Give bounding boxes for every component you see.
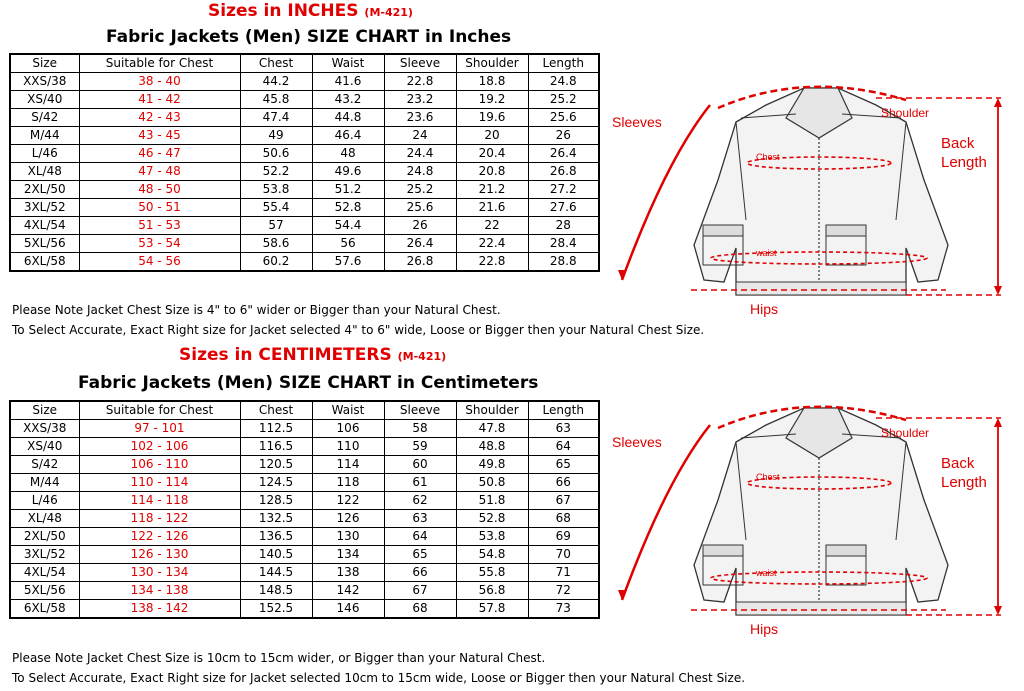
hips-label: Hips [750,621,779,637]
jacket-hem-band [736,602,906,615]
table-cell: 57.8 [456,600,528,619]
table-cell: M/44 [10,127,79,145]
table-cell: 130 - 134 [79,564,240,582]
table-cell: 5XL/56 [10,582,79,600]
table-cell: 55.4 [240,199,312,217]
table-row [10,235,599,253]
table-cell: 26.4 [528,145,599,163]
table-cell: 47.8 [456,420,528,438]
table-cell: 21.6 [456,199,528,217]
table-cell: 106 - 110 [79,456,240,474]
table-row [10,145,599,163]
header-shoulder: Shoulder [456,54,528,73]
table-cell: 25.6 [384,199,456,217]
table-cell: 26 [528,127,599,145]
table-cell: 26 [384,217,456,235]
table-cell: 146 [312,600,384,619]
table-cell: 62 [384,492,456,510]
table-cell: L/46 [10,145,79,163]
table-cell: 106 [312,420,384,438]
table-cell: 18.8 [456,73,528,91]
table-cell: 66 [528,474,599,492]
inches-size-table [9,53,600,272]
table-cell: 65 [528,456,599,474]
table-cell: 22.8 [384,73,456,91]
table-cell: 57 [240,217,312,235]
sleeves-label: Sleeves [612,114,662,130]
table-row [10,564,599,582]
jacket-right-pocket-flap [826,225,866,236]
length-label: Length [941,154,987,171]
table-cell: 38 - 40 [79,73,240,91]
inches-heading [208,1,413,21]
table-cell: 27.2 [528,181,599,199]
table-cell: 45.8 [240,91,312,109]
chest-label: Chest [756,152,780,162]
inches-code: (M-421) [364,6,413,19]
table-cell: 126 [312,510,384,528]
jacket-hem-band [736,282,906,295]
table-row [10,199,599,217]
table-cell: 25.6 [528,109,599,127]
table-cell: 53.8 [240,181,312,199]
table-cell: 52.2 [240,163,312,181]
table-cell: 114 [312,456,384,474]
table-cell: 70 [528,546,599,564]
chest-label: Chest [756,472,780,482]
table-cell: 42 - 43 [79,109,240,127]
table-cell: 3XL/52 [10,546,79,564]
table-header-row [10,401,599,420]
header-sleeve: Sleeve [384,54,456,73]
header-size: Size [10,54,79,73]
table-cell: 43.2 [312,91,384,109]
table-cell: 41 - 42 [79,91,240,109]
table-cell: 120.5 [240,456,312,474]
table-cell: S/42 [10,456,79,474]
jacket-left-pocket-flap [703,545,743,556]
table-cell: 118 - 122 [79,510,240,528]
table-cell: 44.8 [312,109,384,127]
table-cell: 6XL/58 [10,253,79,272]
table-cell: 41.6 [312,73,384,91]
table-cell: 43 - 45 [79,127,240,145]
header-size: Size [10,401,79,420]
table-cell: 142 [312,582,384,600]
table-cell: 116.5 [240,438,312,456]
table-cell: S/42 [10,109,79,127]
table-cell: 26.8 [528,163,599,181]
table-cell: 28.8 [528,253,599,272]
table-cell: 51.8 [456,492,528,510]
table-cell: 24 [384,127,456,145]
table-cell: 46.4 [312,127,384,145]
table-cell: 21.2 [456,181,528,199]
table-row [10,420,599,438]
jacket-right-pocket-flap [826,545,866,556]
shoulder-label: Shoulder [881,426,930,440]
table-cell: 110 [312,438,384,456]
cm-chart-title: Fabric Jackets (Men) SIZE CHART in Centimeters [78,373,539,393]
header-suitable-for-chest: Suitable for Chest [79,54,240,73]
table-cell: 138 [312,564,384,582]
jacket-diagram-cm [606,390,1016,645]
table-cell: 23.2 [384,91,456,109]
table-cell: 25.2 [384,181,456,199]
table-cell: 148.5 [240,582,312,600]
table-cell: 26.4 [384,235,456,253]
cm-size-table [9,400,600,619]
shoulder-label: Shoulder [881,106,930,120]
back-label: Back [941,455,975,472]
table-cell: 63 [384,510,456,528]
table-row [10,474,599,492]
header-length: Length [528,54,599,73]
table-cell: 50.8 [456,474,528,492]
table-cell: 122 [312,492,384,510]
table-cell: 47.4 [240,109,312,127]
table-cell: 54.4 [312,217,384,235]
header-sleeve: Sleeve [384,401,456,420]
table-cell: 64 [528,438,599,456]
table-cell: XL/48 [10,163,79,181]
header-chest: Chest [240,54,312,73]
back-label: Back [941,135,975,152]
header-length: Length [528,401,599,420]
table-cell: 53 - 54 [79,235,240,253]
length-label: Length [941,474,987,491]
inches-note-2: To Select Accurate, Exact Right size for Jacket selected 4" to 6" wide, Loose or Bigger then your Natural Chest Size. [12,323,705,337]
table-cell: 23.6 [384,109,456,127]
table-cell: 2XL/50 [10,181,79,199]
table-cell: 63 [528,420,599,438]
table-cell: 20.4 [456,145,528,163]
table-cell: 124.5 [240,474,312,492]
table-row [10,127,599,145]
hips-label: Hips [750,301,779,317]
table-cell: 19.2 [456,91,528,109]
header-suitable-for-chest: Suitable for Chest [79,401,240,420]
jacket-diagram-inches [606,70,1016,320]
table-cell: 64 [384,528,456,546]
table-cell: 55.8 [456,564,528,582]
cm-note-2: To Select Accurate, Exact Right size for Jacket selected 10cm to 15cm wide, Loose or Bigger then your Natural Chest Size. [12,671,746,685]
table-cell: XXS/38 [10,420,79,438]
table-cell: 54.8 [456,546,528,564]
table-cell: 72 [528,582,599,600]
table-cell: 47 - 48 [79,163,240,181]
table-cell: 102 - 106 [79,438,240,456]
table-cell: 51 - 53 [79,217,240,235]
table-cell: 49 [240,127,312,145]
table-row [10,181,599,199]
table-row [10,217,599,235]
table-cell: 58.6 [240,235,312,253]
table-cell: 22.4 [456,235,528,253]
table-cell: 56.8 [456,582,528,600]
table-cell: 136.5 [240,528,312,546]
table-cell: XXS/38 [10,73,79,91]
table-cell: XL/48 [10,510,79,528]
table-cell: 73 [528,600,599,619]
inches-heading-text: Sizes in INCHES [208,1,359,21]
table-cell: 46 - 47 [79,145,240,163]
table-cell: 54 - 56 [79,253,240,272]
table-cell: 152.5 [240,600,312,619]
table-cell: 138 - 142 [79,600,240,619]
table-cell: 4XL/54 [10,564,79,582]
table-cell: L/46 [10,492,79,510]
table-cell: 48.8 [456,438,528,456]
table-cell: 110 - 114 [79,474,240,492]
table-cell: 60.2 [240,253,312,272]
header-waist: Waist [312,401,384,420]
table-cell: 22 [456,217,528,235]
table-cell: 19.6 [456,109,528,127]
table-cell: 128.5 [240,492,312,510]
cm-heading [179,345,446,365]
table-cell: 132.5 [240,510,312,528]
waist-label: waist [756,568,777,578]
table-cell: 134 - 138 [79,582,240,600]
table-row [10,456,599,474]
table-cell: 56 [312,235,384,253]
table-row [10,582,599,600]
table-row [10,528,599,546]
table-cell: 20 [456,127,528,145]
cm-code: (M-421) [397,350,447,363]
table-cell: 69 [528,528,599,546]
table-cell: 67 [384,582,456,600]
table-cell: XS/40 [10,91,79,109]
waist-label: waist [756,248,777,258]
table-cell: 126 - 130 [79,546,240,564]
table-cell: 112.5 [240,420,312,438]
inches-chart-title: Fabric Jackets (Men) SIZE CHART in Inches [106,27,512,47]
table-row [10,163,599,181]
table-cell: 65 [384,546,456,564]
table-cell: 97 - 101 [79,420,240,438]
table-cell: 114 - 118 [79,492,240,510]
table-cell: 140.5 [240,546,312,564]
jacket-left-pocket-flap [703,225,743,236]
table-row [10,109,599,127]
table-cell: 6XL/58 [10,600,79,619]
table-cell: 25.2 [528,91,599,109]
table-row [10,546,599,564]
table-cell: 59 [384,438,456,456]
table-cell: 52.8 [312,199,384,217]
table-cell: 66 [384,564,456,582]
table-cell: 57.6 [312,253,384,272]
cm-note-1: Please Note Jacket Chest Size is 10cm to 15cm wider, or Bigger than your Natural Chest. [12,651,546,665]
table-cell: 48 - 50 [79,181,240,199]
table-cell: 24.8 [384,163,456,181]
table-row [10,492,599,510]
table-cell: 60 [384,456,456,474]
table-cell: M/44 [10,474,79,492]
table-cell: 58 [384,420,456,438]
table-cell: 24.4 [384,145,456,163]
table-cell: 5XL/56 [10,235,79,253]
table-cell: 27.6 [528,199,599,217]
sleeves-label: Sleeves [612,434,662,450]
table-cell: 26.8 [384,253,456,272]
table-cell: 4XL/54 [10,217,79,235]
table-header-row [10,54,599,73]
table-cell: 28.4 [528,235,599,253]
table-cell: 68 [384,600,456,619]
table-cell: 130 [312,528,384,546]
table-cell: 50 - 51 [79,199,240,217]
table-cell: 122 - 126 [79,528,240,546]
table-cell: 28 [528,217,599,235]
table-cell: 134 [312,546,384,564]
table-cell: 49.8 [456,456,528,474]
table-cell: 61 [384,474,456,492]
header-shoulder: Shoulder [456,401,528,420]
table-row [10,91,599,109]
table-cell: 50.6 [240,145,312,163]
table-cell: 71 [528,564,599,582]
table-cell: 20.8 [456,163,528,181]
table-row [10,510,599,528]
table-cell: 24.8 [528,73,599,91]
table-cell: 3XL/52 [10,199,79,217]
header-waist: Waist [312,54,384,73]
inches-note-1: Please Note Jacket Chest Size is 4" to 6" wider or Bigger than your Natural Chest. [12,303,501,317]
table-row [10,600,599,619]
table-cell: 68 [528,510,599,528]
table-cell: 144.5 [240,564,312,582]
table-cell: 51.2 [312,181,384,199]
table-row [10,438,599,456]
table-cell: 118 [312,474,384,492]
table-cell: 44.2 [240,73,312,91]
table-cell: 52.8 [456,510,528,528]
table-cell: 2XL/50 [10,528,79,546]
table-cell: XS/40 [10,438,79,456]
table-cell: 48 [312,145,384,163]
table-cell: 67 [528,492,599,510]
table-row [10,73,599,91]
table-cell: 22.8 [456,253,528,272]
header-chest: Chest [240,401,312,420]
table-cell: 53.8 [456,528,528,546]
table-cell: 49.6 [312,163,384,181]
cm-heading-text: Sizes in CENTIMETERS [179,345,392,365]
table-row [10,253,599,272]
